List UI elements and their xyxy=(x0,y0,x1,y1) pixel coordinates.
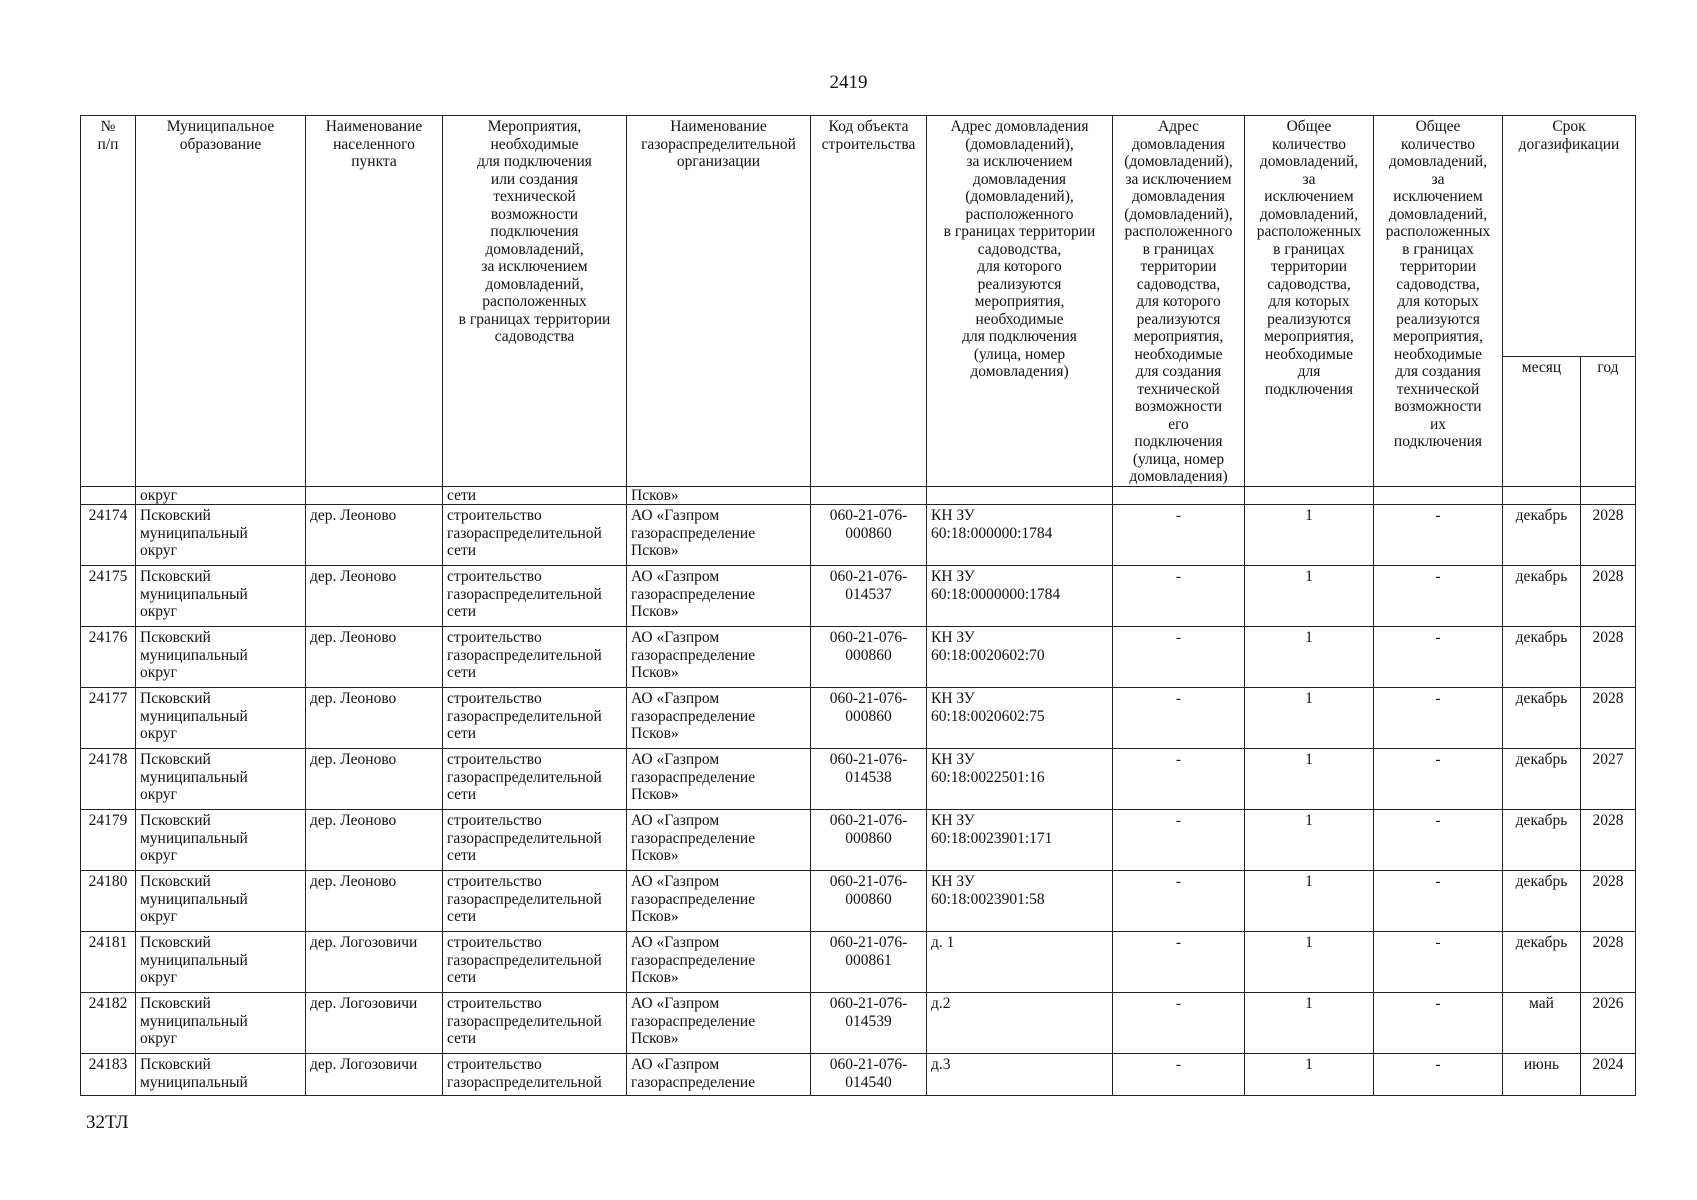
cell-measures: сети xyxy=(443,486,627,505)
cell-measures: строительство газораспределительной сети xyxy=(443,993,627,1054)
table-row xyxy=(81,749,1636,810)
cell-code: 060-21-076- 000860 xyxy=(811,688,927,749)
cell-num: 24176 xyxy=(81,627,136,688)
cell-municipality: Псковский муниципальный округ xyxy=(136,566,306,627)
cell-municipality: Псковский муниципальный округ xyxy=(136,505,306,566)
cell-month: декабрь xyxy=(1503,688,1581,749)
cell-total2: - xyxy=(1374,627,1503,688)
cell-gas-org: АО «Газпром газораспределение Псков» xyxy=(627,688,811,749)
cell-total1: 1 xyxy=(1245,566,1374,627)
cell-month: декабрь xyxy=(1503,566,1581,627)
cell-num: 24174 xyxy=(81,505,136,566)
header-term: Срок догазификации xyxy=(1503,116,1636,357)
header-month: месяц xyxy=(1503,356,1581,486)
cell-year: 2026 xyxy=(1581,993,1636,1054)
cell-address1: д. 1 xyxy=(927,932,1113,993)
cell-settlement: дер. Леоново xyxy=(306,627,443,688)
cell-total1: 1 xyxy=(1245,1054,1374,1096)
cell-total1: 1 xyxy=(1245,505,1374,566)
cell-measures: строительство газораспределительной сети xyxy=(443,932,627,993)
cell-measures: строительство газораспределительной сети xyxy=(443,749,627,810)
cell-year: 2028 xyxy=(1581,810,1636,871)
cell-address2: - xyxy=(1113,932,1245,993)
cell-gas-org: АО «Газпром газораспределение Псков» xyxy=(627,566,811,627)
cell-year: 2024 xyxy=(1581,1054,1636,1096)
header-object-code: Код объекта строительства xyxy=(811,116,927,487)
cell-num: 24183 xyxy=(81,1054,136,1096)
cell-num: 24177 xyxy=(81,688,136,749)
header-row xyxy=(81,116,1636,357)
cell-total2: - xyxy=(1374,505,1503,566)
cell-total1: 1 xyxy=(1245,627,1374,688)
cell-total1: 1 xyxy=(1245,993,1374,1054)
cell-municipality: Псковский муниципальный округ xyxy=(136,810,306,871)
header-total-connection: Общее количество домовладений, за исключением домовладений, расположенных в границах территории садоводства, для которых реализуются мероприятия, необходимые для подключения xyxy=(1245,116,1374,487)
cell-gas-org: АО «Газпром газораспределение xyxy=(627,1054,811,1096)
cell-code: 060-21-076- 000861 xyxy=(811,932,927,993)
cell-address2: - xyxy=(1113,993,1245,1054)
cell-total1: 1 xyxy=(1245,871,1374,932)
cell-address1: КН ЗУ 60:18:000000:1784 xyxy=(927,505,1113,566)
cell-year: 2028 xyxy=(1581,627,1636,688)
header-municipality: Муниципальное образование xyxy=(136,116,306,487)
cell-measures: строительство газораспределительной сети xyxy=(443,627,627,688)
cell-gas-org: АО «Газпром газораспределение Псков» xyxy=(627,505,811,566)
header-year: год xyxy=(1581,356,1636,486)
cell-gas-org: АО «Газпром газораспределение Псков» xyxy=(627,627,811,688)
cell-month: июнь xyxy=(1503,1054,1581,1096)
cell-year: 2028 xyxy=(1581,566,1636,627)
header-settlement: Наименование населенного пункта xyxy=(306,116,443,487)
table-row xyxy=(81,932,1636,993)
cell-num: 24182 xyxy=(81,993,136,1054)
cell-total2: - xyxy=(1374,1054,1503,1096)
cell-address1: д.3 xyxy=(927,1054,1113,1096)
cell-measures: строительство газораспределительной сети xyxy=(443,566,627,627)
cell-num: 24181 xyxy=(81,932,136,993)
cell-code: 060-21-076- 000860 xyxy=(811,810,927,871)
cell-measures: строительство газораспределительной сети xyxy=(443,871,627,932)
cell-year: 2027 xyxy=(1581,749,1636,810)
cell-num: 24178 xyxy=(81,749,136,810)
cell-month: декабрь xyxy=(1503,749,1581,810)
cell-address2: - xyxy=(1113,749,1245,810)
cell-total2: - xyxy=(1374,566,1503,627)
cell-settlement: дер. Логозовичи xyxy=(306,993,443,1054)
cell-year: 2028 xyxy=(1581,688,1636,749)
cell-total1: 1 xyxy=(1245,688,1374,749)
gasification-table-wrapper xyxy=(80,115,1636,1096)
cell-month: декабрь xyxy=(1503,810,1581,871)
header-gas-org: Наименование газораспределительной организации xyxy=(627,116,811,487)
cell-year: 2028 xyxy=(1581,871,1636,932)
cell-month: декабрь xyxy=(1503,627,1581,688)
cell-total2: - xyxy=(1374,810,1503,871)
cell-gas-org: АО «Газпром газораспределение Псков» xyxy=(627,871,811,932)
header-address-connection: Адрес домовладения (домовладений), за исключением домовладения (домовладений), расположенного в границах территории садоводства, для которого реализуются мероприятия, необходимые для подключения (улица, номер домовладения) xyxy=(927,116,1113,487)
cell-municipality: округ xyxy=(136,486,306,505)
cell-municipality: Псковский муниципальный округ xyxy=(136,871,306,932)
cell-year xyxy=(1581,486,1636,505)
cell-municipality: Псковский муниципальный округ xyxy=(136,627,306,688)
cell-settlement: дер. Леоново xyxy=(306,505,443,566)
cell-address2: - xyxy=(1113,627,1245,688)
cell-code: 060-21-076- 000860 xyxy=(811,871,927,932)
cell-measures: строительство газораспределительной xyxy=(443,1054,627,1096)
cell-month: декабрь xyxy=(1503,871,1581,932)
cell-total2: - xyxy=(1374,871,1503,932)
cell-address1: КН ЗУ 60:18:0020602:70 xyxy=(927,627,1113,688)
cell-total2: - xyxy=(1374,688,1503,749)
footer-code: 32ТЛ xyxy=(86,1112,129,1133)
cell-code: 060-21-076- 014537 xyxy=(811,566,927,627)
cell-code: 060-21-076- 000860 xyxy=(811,505,927,566)
cell-municipality: Псковский муниципальный округ xyxy=(136,932,306,993)
cell-address2: - xyxy=(1113,871,1245,932)
cell-address1: КН ЗУ 60:18:0000000:1784 xyxy=(927,566,1113,627)
cell-settlement: дер. Леоново xyxy=(306,566,443,627)
cell-num xyxy=(81,486,136,505)
cell-code xyxy=(811,486,927,505)
cell-municipality: Псковский муниципальный округ xyxy=(136,688,306,749)
cell-code: 060-21-076- 014540 xyxy=(811,1054,927,1096)
header-num: № п/п xyxy=(81,116,136,487)
cell-address2: - xyxy=(1113,810,1245,871)
cell-year: 2028 xyxy=(1581,932,1636,993)
continuation-row xyxy=(81,486,1636,505)
cell-measures: строительство газораспределительной сети xyxy=(443,810,627,871)
cell-measures: строительство газораспределительной сети xyxy=(443,505,627,566)
cell-total2: - xyxy=(1374,932,1503,993)
cell-code: 060-21-076- 014539 xyxy=(811,993,927,1054)
cell-measures: строительство газораспределительной сети xyxy=(443,688,627,749)
cell-municipality: Псковский муниципальный округ xyxy=(136,749,306,810)
cell-settlement: дер. Логозовичи xyxy=(306,932,443,993)
cell-settlement: дер. Леоново xyxy=(306,749,443,810)
cell-address2: - xyxy=(1113,505,1245,566)
cell-settlement xyxy=(306,486,443,505)
cell-settlement: дер. Логозовичи xyxy=(306,1054,443,1096)
cell-address1: КН ЗУ 60:18:0023901:58 xyxy=(927,871,1113,932)
cell-total2: - xyxy=(1374,993,1503,1054)
table-header xyxy=(81,116,1636,487)
page-number: 2419 xyxy=(829,72,868,93)
cell-total1: 1 xyxy=(1245,932,1374,993)
cell-month xyxy=(1503,486,1581,505)
cell-num: 24175 xyxy=(81,566,136,627)
table-row xyxy=(81,871,1636,932)
cell-gas-org: АО «Газпром газораспределение Псков» xyxy=(627,749,811,810)
cell-municipality: Псковский муниципальный xyxy=(136,1054,306,1096)
table-row xyxy=(81,505,1636,566)
table-row xyxy=(81,688,1636,749)
cell-num: 24179 xyxy=(81,810,136,871)
cell-address1: КН ЗУ 60:18:0023901:171 xyxy=(927,810,1113,871)
cell-address2 xyxy=(1113,486,1245,505)
cell-address2: - xyxy=(1113,688,1245,749)
cell-total1: 1 xyxy=(1245,810,1374,871)
table-row xyxy=(81,1054,1636,1096)
cell-code: 060-21-076- 000860 xyxy=(811,627,927,688)
cell-address1 xyxy=(927,486,1113,505)
cell-total2 xyxy=(1374,486,1503,505)
table-body xyxy=(81,486,1636,1096)
cell-month: декабрь xyxy=(1503,505,1581,566)
cell-municipality: Псковский муниципальный округ xyxy=(136,993,306,1054)
cell-month: май xyxy=(1503,993,1581,1054)
cell-total1: 1 xyxy=(1245,749,1374,810)
header-total-technical: Общее количество домовладений, за исключением домовладений, расположенных в границах территории садоводства, для которых реализуются мероприятия, необходимые для создания технической возможности их подключения xyxy=(1374,116,1503,487)
cell-gas-org: АО «Газпром газораспределение Псков» xyxy=(627,810,811,871)
table-row xyxy=(81,810,1636,871)
cell-total1 xyxy=(1245,486,1374,505)
cell-address2: - xyxy=(1113,1054,1245,1096)
header-address-technical: Адрес домовладения (домовладений), за исключением домовладения (домовладений), расположенного в границах территории садоводства, для которого реализуются мероприятия, необходимые для создания технической возможности его подключения (улица, номер домовладения) xyxy=(1113,116,1245,487)
cell-code: 060-21-076- 014538 xyxy=(811,749,927,810)
cell-gas-org: АО «Газпром газораспределение Псков» xyxy=(627,932,811,993)
cell-year: 2028 xyxy=(1581,505,1636,566)
gasification-table xyxy=(80,115,1636,1096)
table-row xyxy=(81,627,1636,688)
table-row xyxy=(81,566,1636,627)
cell-address2: - xyxy=(1113,566,1245,627)
cell-total2: - xyxy=(1374,749,1503,810)
cell-address1: КН ЗУ 60:18:0022501:16 xyxy=(927,749,1113,810)
table-row xyxy=(81,993,1636,1054)
cell-settlement: дер. Леоново xyxy=(306,688,443,749)
cell-settlement: дер. Леоново xyxy=(306,810,443,871)
cell-gas-org: АО «Газпром газораспределение Псков» xyxy=(627,993,811,1054)
cell-address1: д.2 xyxy=(927,993,1113,1054)
cell-num: 24180 xyxy=(81,871,136,932)
cell-month: декабрь xyxy=(1503,932,1581,993)
header-measures: Мероприятия, необходимые для подключения или создания технической возможности подключения домовладений, за исключением домовладений, расположенных в границах территории садоводства xyxy=(443,116,627,487)
cell-address1: КН ЗУ 60:18:0020602:75 xyxy=(927,688,1113,749)
cell-gas-org: Псков» xyxy=(627,486,811,505)
cell-settlement: дер. Леоново xyxy=(306,871,443,932)
